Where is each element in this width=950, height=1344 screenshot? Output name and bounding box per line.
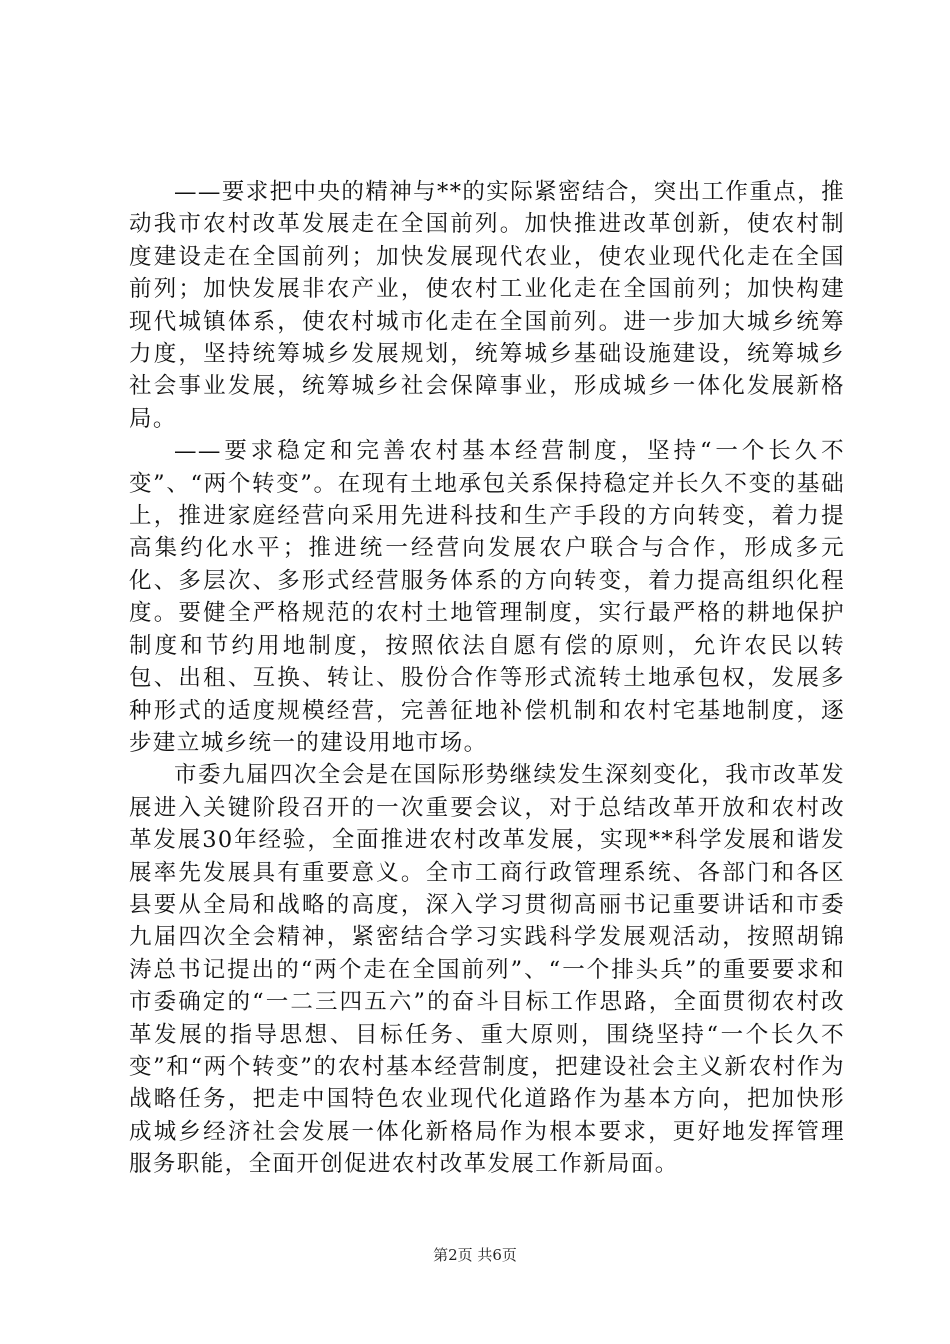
document-body bbox=[129, 176, 845, 1181]
paragraph-3: 市委九届四次全会是在国际形势继续发生深刻变化，我市改革发展进入关键阶段召开的一次重要会议，对于总结改革开放和农村改革发展30年经验，全面推进农村改革发展，实现**科学发展和谐发展率先发展具有重要意义。全市工商行政管理系统、各部门和各区县要从全局和战略的高度，深入学习贯彻高丽书记重要讲话和市委九届四次全会精神，紧密结合学习实践科学发展观活动，按照胡锦涛总书记提出的“两个走在全国前列”、“一个排头兵”的重要要求和市委确定的“一二三四五六”的奋斗目标工作思路，全面贯彻农村改革发展的指导思想、目标任务、重大原则，围绕坚持“一个长久不变”和“两个转变”的农村基本经营制度，把建设社会主义新农村作为战略任务，把走中国特色农业现代化道路作为基本方向，把加快形成城乡经济社会发展一体化新格局作为根本要求，更好地发挥管理服务职能，全面开创促进农村改革发展工作新局面。 bbox=[129, 762, 845, 1178]
page-number-footer: 第2页 共6页 bbox=[433, 1246, 517, 1264]
paragraph-1: ——要求把中央的精神与**的实际紧密结合，突出工作重点，推动我市农村改革发展走在全国前列。加快推进改革创新，使农村制度建设走在全国前列；加快发展现代农业，使农业现代化走在全国前列；加快发展非农产业，使农村工业化走在全国前列；加快构建现代城镇体系，使农村城市化走在全国前列。进一步加大城乡统筹力度，坚持统筹城乡发展规划，统筹城乡基础设施建设，统筹城乡社会事业发展，统筹城乡社会保障事业，形成城乡一体化发展新格局。 bbox=[129, 179, 845, 432]
paragraph-2: ——要求稳定和完善农村基本经营制度，坚持“一个长久不变”、“两个转变”。在现有土地承包关系保持稳定并长久不变的基础上，推进家庭经营向采用先进科技和生产手段的方向转变，着力提高集约化水平；推进统一经营向发展农户联合与合作，形成多元化、多层次、多形式经营服务体系的方向转变，着力提高组织化程度。要健全严格规范的农村土地管理制度，实行最严格的耕地保护制度和节约用地制度，按照依法自愿有偿的原则，允许农民以转包、出租、互换、转让、股份合作等形式流转土地承包权，发展多种形式的适度规模经营，完善征地补偿机制和农村宅基地制度，逐步建立城乡统一的建设用地市场。 bbox=[129, 438, 845, 756]
